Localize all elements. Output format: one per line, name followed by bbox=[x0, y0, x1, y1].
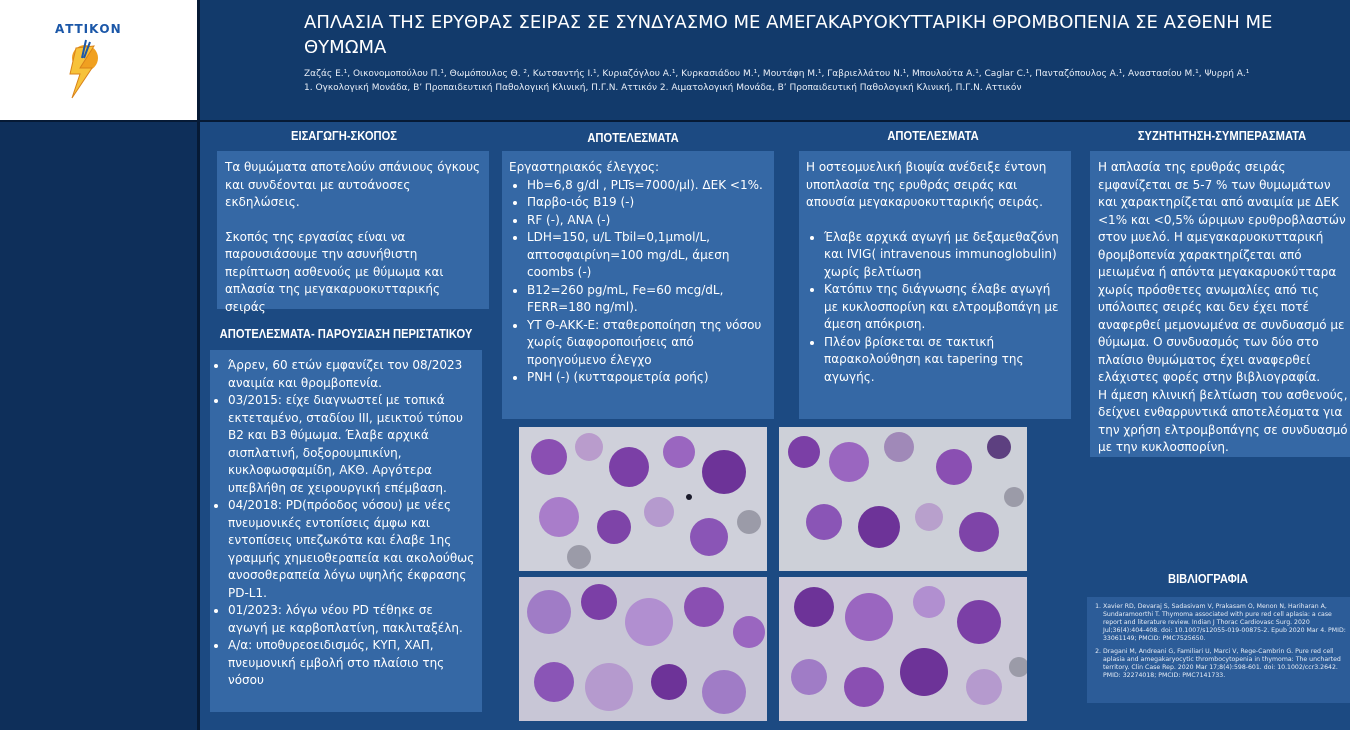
author-block bbox=[304, 67, 1344, 95]
treatment-item: • Πλέον βρίσκεται σε τακτική παρακολούθηση και tapering της αγωγής. bbox=[824, 334, 1063, 387]
poster-header bbox=[200, 0, 1350, 120]
bone-marrow-micrograph-4 bbox=[779, 577, 1027, 721]
treatment-item: • Κατόπιν της διάγνωσης έλαβε αγωγή με κυκλοσπορίνη και ελτρομβοπάγη με άμεση απόκριση. bbox=[824, 281, 1063, 334]
discussion-text: Η απλασία της ερυθράς σειράς εμφανίζεται σε 5-7 % των θυμωμάτων και χαρακτηρίζεται από αναιμία με ΔΕΚ <1% και <0,5% ώριμων ερυθροβλαστών στον μυελό. Η αμεγακαρυοκυτταρική θρομβοπενία χαρακτηρίζεται από μειωμένα ή απόντα μεγακαρυοκύτταρα χωρίς πρόσθετες ανωμαλίες από τις υπόλοιπες σειρές και δεν έχει ποτέ αναφερθεί μεμονωμένα σε συνδυασμό με θύμωμα. Ο συνδυασμός των δύο στο πλαίσιο θυμώματος έχει αναφερθεί ελάχιστες φορές στην βιβλιογραφία. bbox=[1098, 160, 1346, 384]
lab-item: • Παρβο-ιός Β19 (-) bbox=[527, 194, 766, 212]
references-heading: ΒΙΒΛΙΟΓΡΑΦΙΑ bbox=[1167, 571, 1248, 586]
intro-box bbox=[217, 151, 489, 314]
bone-marrow-image bbox=[779, 577, 1027, 721]
bone-marrow-image bbox=[779, 427, 1027, 571]
case-item: • Άρρεν, 60 ετών εμφανίζει τον 08/2023 αναιμία και θρομβοπενία. bbox=[228, 357, 476, 392]
discussion-heading: ΣΥΖΗΤΗΤΗΣΗ-ΣΥΜΠΕΡΑΣΜΑΤΑ bbox=[1137, 128, 1307, 143]
biopsy-results-box bbox=[799, 151, 1071, 419]
lab-item: • B12=260 pg/mL, Fe=60 mcg/dL, FERR=180 ng/ml). bbox=[527, 282, 766, 317]
logo-panel bbox=[0, 0, 197, 120]
discussion-box bbox=[1090, 151, 1350, 457]
bone-marrow-micrograph-1 bbox=[519, 427, 767, 571]
case-item: • 03/2015: είχε διαγνωστεί με τοπικά εκτεταμένο, σταδίου ΙΙΙ, μεικτού τύπου Β2 και Β3 θύμωμα. Έλαβε αρχικά σισπλατινή, δοξορουμπικίνη, κυκλοφωσφαμίδη, ΑΚΘ. Αργότερα υπεβλήθη σε χειρουργική επέμβαση. bbox=[228, 392, 476, 497]
bone-marrow-micrograph-2 bbox=[779, 427, 1027, 571]
lab-item: • Hb=6,8 g/dl , PLTs=7000/μl). ΔΕΚ <1%. bbox=[527, 177, 766, 195]
affiliations: 1. Ογκολογική Μονάδα, Β’ Προπαιδευτική Παθολογική Κλινική, Π.Γ.Ν. Αττικόν 2. Αιματολογική Μονάδα, Β’ Προπαιδευτική Παθολογική Κλινική, Π.Γ.Ν. Αττικόν bbox=[304, 83, 1022, 93]
case-list bbox=[210, 357, 476, 690]
reference-item: 1. Xavier RD, Devaraj S, Sadasivam V, Prakasam O, Menon N, Hariharan A, Sundaramoorthi T. Thymoma associated with pure red cell aplasia: a case report and literature review. Indian J Thorac Cardiovasc Surg. 2020 Jul;36(4):404-408. doi: 10.1007/s12055-019-00875-2. Epub 2020 Mar 4. PMID: 33061149; PMCID: PMC7525650. bbox=[1103, 603, 1350, 643]
results-heading-2: ΑΠΟΤΕΛΕΣΜΑΤΑ bbox=[887, 128, 979, 143]
case-item: • Α/α: υποθυρεοειδισμός, ΚΥΠ, ΧΑΠ, πνευμονική εμβολή στο πλαίσιο της νόσου bbox=[228, 637, 476, 690]
treatment-item: • Έλαβε αρχικά αγωγή με δεξαμεθαζόνη και IVIG( intravenous immunoglobulin) χωρίς βελτίωση bbox=[824, 229, 1063, 282]
case-box bbox=[210, 350, 482, 712]
references-box bbox=[1087, 597, 1350, 703]
bone-marrow-image bbox=[519, 427, 767, 571]
lab-item: • PNH (-) (κυτταρομετρία ροής) bbox=[527, 369, 766, 387]
reference-item: 2. Dragani M, Andreani G, Familiari U, Marci V, Rege-Cambrin G. Pure red cell aplasia and amegakaryocytic thrombocytopenia in thymoma: The uncharted territory. Clin Case Rep. 2020 Mar 17;8(4):598-601. doi: 10.1002/ccr3.2642. PMID: 32274018; PMCID: PMC7141733. bbox=[1103, 648, 1350, 680]
bone-marrow-image bbox=[519, 577, 767, 721]
treatment-list bbox=[806, 229, 1063, 387]
logo-text: ΑΤΤΙΚΟΝ bbox=[55, 22, 122, 36]
lab-item: • LDH=150, u/L Tbil=0,1μmol/L, απτοσφαιρίνη=100 mg/dL, άμεση coombs (-) bbox=[527, 229, 766, 282]
lab-item: • RF (-), ANA (-) bbox=[527, 212, 766, 230]
lab-list bbox=[509, 177, 766, 387]
biopsy-intro: Η οστεομυελική βιοψία ανέδειξε έντονη υποπλασία της ερυθράς σειράς και απουσία μεγακαρυοκυτταρικής σειράς. bbox=[806, 160, 1047, 209]
attikon-logo-icon bbox=[62, 38, 108, 104]
results-heading-1: ΑΠΟΤΕΛΕΣΜΑΤΑ bbox=[587, 130, 679, 145]
poster-title: ΑΠΛΑΣΙΑ ΤΗΣ ΕΡΥΘΡΑΣ ΣΕΙΡΑΣ ΣΕ ΣΥΝΔΥΑΣΜΟ ΜΕ ΑΜΕΓΑΚΑΡΥΟΚΥΤΤΑΡΙΚΗ ΘΡΟΜΒΟΠΕΝΙΑ ΣΕ ΑΣΘΕΝΗ ΜΕ ΘΥΜΩΜΑ bbox=[304, 12, 1273, 58]
case-item: • 04/2018: PD(πρόοδος νόσου) με νέες πνευμονικές εντοπίσεις άμφω και εντοπίσεις υπεζωκότα και έλαβε 1ης γραμμής χημειοθεραπεία και ακολούθως ανοσοθεραπεία λόγω υψηλής έκφρασης PD-L1. bbox=[228, 497, 476, 602]
intro-paragraph-2: Σκοπός της εργασίας είναι να παρουσιάσουμε την ασυνήθιστη περίπτωση ασθενούς με θύμωμα και απλασία της μεγακαρυοκυτταρικής σειράς bbox=[225, 229, 444, 314]
references-list bbox=[1092, 603, 1350, 680]
intro-heading: ΕΙΣΑΓΩΓΗ-ΣΚΟΠΟΣ bbox=[291, 128, 397, 143]
lab-results-box bbox=[502, 151, 774, 419]
case-item: • 01/2023: λόγω νέου PD τέθηκε σε αγωγή με καρβοπλατίνη, πακλιταξέλη. bbox=[228, 602, 476, 637]
lab-item: • ΥΤ Θ-ΑΚΚ-Ε: σταθεροποίηση της νόσου χωρίς διαφοροποιήσεις από προηγούμενο έλεγχο bbox=[527, 317, 766, 370]
bone-marrow-micrograph-3 bbox=[519, 577, 767, 721]
discussion-conclusion: Η άμεση κλινική βελτίωση του ασθενούς, δείχνει ενθαρρυντικά αποτελέσματα για την χρήση ελτρομβοπάγης σε συνδυασμό με την κυκλοσπορίνη. bbox=[1098, 387, 1348, 454]
intro-paragraph-1: Τα θυμώματα αποτελούν σπάνιους όγκους και συνδέονται με αυτοάνοσες εκδηλώσεις. bbox=[225, 160, 481, 209]
lab-intro: Εργαστηριακός έλεγχος: bbox=[509, 160, 660, 174]
left-margin-strip bbox=[0, 122, 197, 730]
case-heading: ΑΠΟΤΕΛΕΣΜΑΤΑ- ΠΑΡΟΥΣΙΑΣΗ ΠΕΡΙΣΤΑΤΙΚΟΥ bbox=[219, 326, 473, 341]
author-list: Ζαζάς Ε.¹, Οικονομοπούλου Π.¹, Θωμόπουλος Θ. ², Κωτσαντής Ι.¹, Κυριαζόγλου Α.¹, Κυρκασιάδου Μ.¹, Μουτάφη Μ.¹, Γαβριελλάτου Ν.¹, Μπουλούτα Α.¹, Caglar C.¹, Πανταζόπουλος Α.¹, Αναστασίου Μ.¹, Ψυρρή Α.¹ bbox=[304, 69, 1250, 79]
